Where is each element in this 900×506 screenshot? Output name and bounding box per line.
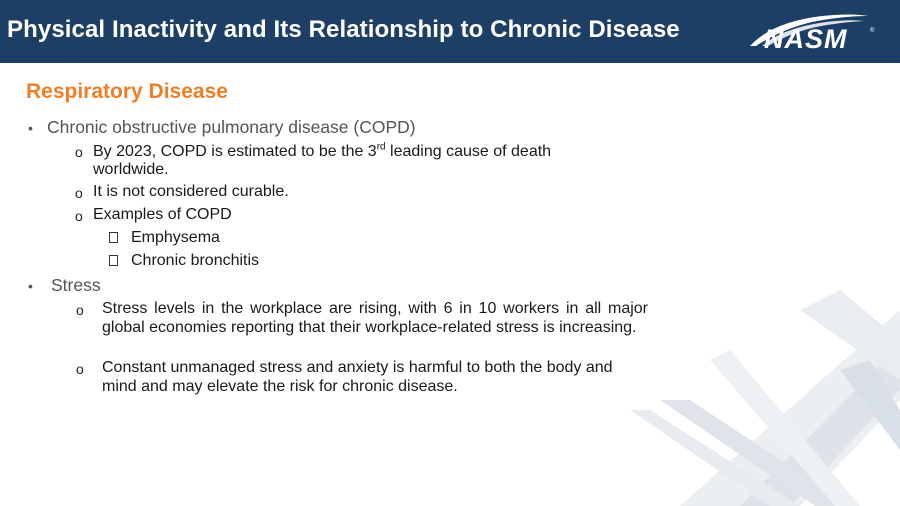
- sub-bullet-marker: o: [75, 185, 83, 201]
- square-bullet-icon: [109, 232, 118, 243]
- copd-example-1: Emphysema: [131, 229, 220, 246]
- section-title: Respiratory Disease: [26, 80, 228, 103]
- copd-example-2: Chronic bronchitis: [131, 252, 260, 269]
- bullet-marker: •: [28, 120, 33, 136]
- copd-point-3: Examples of COPD: [93, 206, 232, 223]
- bullet-marker: •: [28, 278, 33, 294]
- logo-text: NASM: [764, 24, 848, 54]
- sub-bullet-marker: o: [76, 361, 84, 377]
- square-bullet-icon: [109, 255, 118, 266]
- sub-bullet-marker: o: [75, 208, 83, 224]
- copd-point-2: It is not considered curable.: [93, 183, 289, 200]
- sub-bullet-marker: o: [75, 144, 83, 160]
- copd-point-1: By 2023, COPD is estimated to be the 3rd leading cause of death: [93, 141, 552, 160]
- copd-point-1-continued: worldwide.: [93, 161, 169, 178]
- copd-heading: Chronic obstructive pulmonary disease (COPD): [47, 117, 416, 137]
- stress-point-2: Constant unmanaged stress and anxiety is harmful to both the body and mind and may elevate the risk for chronic disease.: [102, 359, 613, 395]
- slide-title: Physical Inactivity and Its Relationship to Chronic Disease: [7, 16, 680, 43]
- logo-trademark: ®: [870, 28, 875, 34]
- stress-heading: Stress: [51, 275, 101, 295]
- nasm-logo: [742, 8, 882, 56]
- stress-point-1: Stress levels in the workplace are rising, with 6 in 10 workers in all major global economies reporting that their workplace-related stress is increasing.: [102, 300, 648, 336]
- sub-bullet-marker: o: [76, 302, 84, 318]
- slide-header: [0, 0, 900, 63]
